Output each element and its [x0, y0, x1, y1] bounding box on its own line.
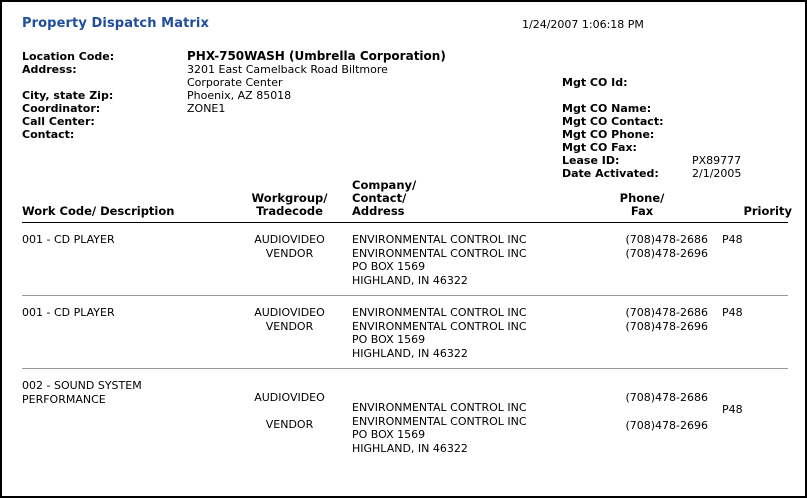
contact-label: Contact: — [22, 128, 75, 141]
cell-workgroup — [232, 306, 347, 333]
cell-phone — [602, 233, 712, 260]
cell-tradecode: VENDOR — [265, 246, 314, 260]
location-code-label: Location Code: — [22, 50, 115, 63]
location-details — [22, 50, 542, 141]
cell-phone-number: (708)478-2686 — [625, 233, 708, 246]
cell-company-address-2: HIGHLAND, IN 46322 — [352, 441, 468, 455]
column-header-work-code: Work Code/ Description — [22, 204, 175, 218]
cell-tradecode: VENDOR — [265, 319, 314, 333]
address-line-1: 3201 East Camelback Road Biltmore — [187, 63, 388, 76]
cell-fax-number: (708)478-2696 — [625, 246, 708, 260]
mgt-co-fax-label: Mgt CO Fax: — [562, 141, 637, 154]
date-activated-row — [562, 167, 807, 180]
mgt-co-name-label: Mgt CO Name: — [562, 102, 652, 115]
report-timestamp: 1/24/2007 1:06:18 PM — [522, 18, 644, 31]
cell-company — [352, 401, 592, 455]
lease-id-row — [562, 154, 807, 167]
cell-work-code: 002 - SOUND SYSTEM PERFORMANCE — [22, 379, 142, 406]
column-header-phone-line1: Phone/ — [619, 191, 665, 205]
column-header-workgroup-line1: Workgroup/ — [251, 191, 328, 205]
address-label: Address: — [22, 63, 77, 76]
column-header-company-line3: Address — [352, 204, 405, 218]
date-activated-label: Date Activated: — [562, 167, 659, 180]
cell-company-address-1: PO BOX 1569 — [352, 333, 426, 346]
mgt-co-contact-label: Mgt CO Contact: — [562, 115, 664, 128]
table-header-row — [22, 178, 792, 223]
cell-priority: P48 — [722, 403, 743, 416]
column-header-workgroup — [237, 192, 342, 218]
cell-phone — [602, 306, 712, 333]
column-header-phone-line2: Fax — [630, 204, 654, 218]
cell-phone-number: (708)478-2686 — [625, 306, 708, 319]
cell-work-code: 001 - CD PLAYER — [22, 233, 115, 246]
contact-row — [22, 128, 542, 141]
column-header-company — [352, 179, 552, 218]
coordinator-value: ZONE1 — [187, 102, 226, 115]
cell-workgroup-name: AUDIOVIDEO — [254, 391, 325, 404]
city-state-zip-row — [22, 89, 542, 102]
cell-workgroup-name: AUDIOVIDEO — [254, 306, 325, 319]
mgt-co-contact-row — [562, 115, 807, 128]
column-header-company-line2: Contact/ — [352, 191, 407, 205]
mgt-co-fax-row — [562, 141, 807, 154]
location-code-value: PHX-750WASH (Umbrella Corporation) — [187, 49, 446, 63]
column-header-priority: Priority — [743, 204, 792, 218]
cell-company — [352, 233, 592, 287]
spacer — [562, 89, 807, 102]
address-line-2: Corporate Center — [187, 76, 283, 89]
cell-company-contact: ENVIRONMENTAL CONTROL INC — [352, 414, 527, 428]
cell-company-address-2: HIGHLAND, IN 46322 — [352, 346, 468, 360]
city-state-zip-label: City, state Zip: — [22, 89, 114, 102]
lease-id-value: PX89777 — [692, 154, 742, 167]
cell-phone-number: (708)478-2686 — [625, 391, 708, 404]
cell-workgroup-name: AUDIOVIDEO — [254, 233, 325, 246]
call-center-label: Call Center: — [22, 115, 95, 128]
address-row — [22, 63, 542, 89]
cell-fax-number: (708)478-2696 — [625, 319, 708, 333]
cell-phone — [602, 379, 712, 432]
management-company-details — [562, 76, 807, 180]
table-row — [22, 369, 788, 455]
coordinator-label: Coordinator: — [22, 102, 101, 115]
cell-company-name: ENVIRONMENTAL CONTROL INC — [352, 306, 527, 319]
column-header-phone — [597, 192, 687, 218]
location-code-row — [22, 50, 542, 63]
mgt-co-name-row — [562, 102, 807, 115]
coordinator-row — [22, 102, 542, 115]
mgt-co-phone-label: Mgt CO Phone: — [562, 128, 655, 141]
mgt-co-id-label: Mgt CO Id: — [562, 76, 628, 89]
cell-company-name: ENVIRONMENTAL CONTROL INC — [352, 233, 527, 246]
mgt-co-phone-row — [562, 128, 807, 141]
call-center-row — [22, 115, 542, 128]
table-row — [22, 296, 788, 369]
cell-workgroup — [232, 233, 347, 260]
column-header-company-line1: Company/ — [352, 178, 417, 192]
cell-work-code: 001 - CD PLAYER — [22, 306, 115, 319]
date-activated-value: 2/1/2005 — [692, 167, 742, 180]
cell-company — [352, 306, 592, 360]
lease-id-label: Lease ID: — [562, 154, 620, 167]
cell-tradecode: VENDOR — [265, 417, 314, 431]
cell-company-name: ENVIRONMENTAL CONTROL INC — [352, 401, 527, 414]
cell-workgroup — [232, 379, 347, 431]
cell-company-contact: ENVIRONMENTAL CONTROL INC — [352, 319, 527, 333]
document-header — [22, 16, 787, 42]
cell-priority: P48 — [722, 306, 743, 319]
mgt-co-id-row — [562, 76, 807, 89]
cell-fax-number: (708)478-2696 — [625, 418, 708, 432]
address-value — [187, 63, 388, 89]
cell-company-address-1: PO BOX 1569 — [352, 428, 426, 441]
city-state-zip-value: Phoenix, AZ 85018 — [187, 89, 292, 102]
table-row — [22, 223, 788, 296]
page-title: Property Dispatch Matrix — [22, 16, 209, 31]
property-info-block — [22, 49, 787, 180]
column-header-workgroup-line2: Tradecode — [256, 204, 323, 218]
dispatch-matrix-table — [22, 178, 792, 455]
cell-company-contact: ENVIRONMENTAL CONTROL INC — [352, 246, 527, 260]
cell-company-address-2: HIGHLAND, IN 46322 — [352, 273, 468, 287]
cell-priority: P48 — [722, 233, 743, 246]
cell-company-address-1: PO BOX 1569 — [352, 260, 426, 273]
